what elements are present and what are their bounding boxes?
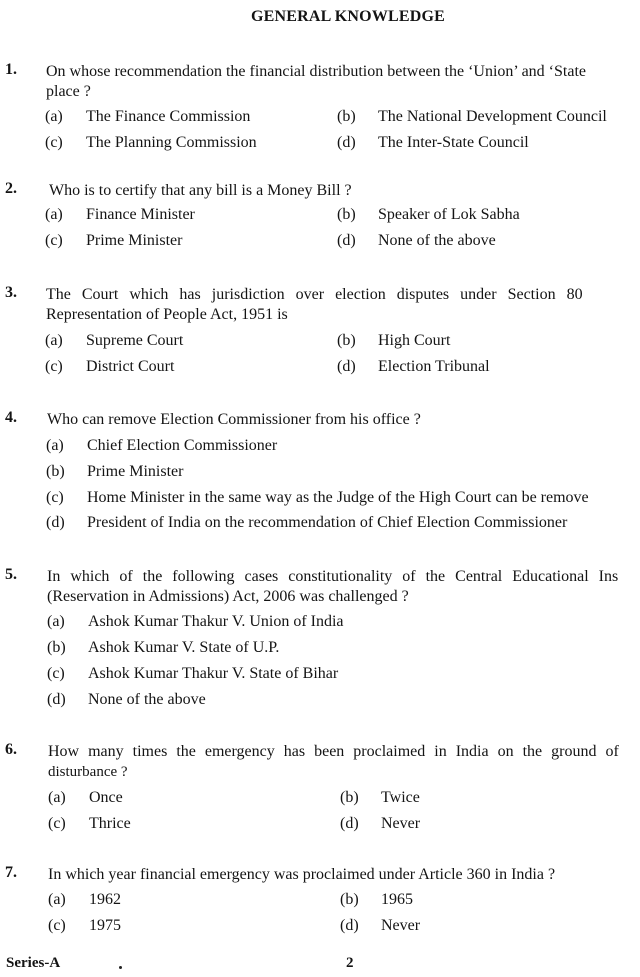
- option-text: 1975: [89, 917, 121, 934]
- option-a[interactable]: [48, 889, 328, 911]
- option-d[interactable]: [46, 512, 640, 534]
- option-text: Never: [381, 917, 421, 934]
- option-letter: (c): [48, 815, 66, 832]
- option-b[interactable]: [337, 204, 640, 226]
- option-text: President of India on the recommendation of Chief Election Commissioner: [87, 514, 568, 531]
- option-c[interactable]: [48, 915, 328, 937]
- question-number: 4.: [5, 409, 17, 426]
- question-text-line: In which of the following cases constitutionality of the Central Educational Ins: [47, 568, 619, 585]
- option-a[interactable]: [45, 204, 325, 226]
- option-letter: (c): [45, 358, 63, 375]
- question-text-line: In which year financial emergency was proclaimed under Article 360 in India ?: [48, 866, 556, 883]
- question-text-line: Who can remove Election Commissioner from his office ?: [47, 411, 421, 428]
- option-a[interactable]: [45, 106, 325, 128]
- question-text-line: disturbance ?: [48, 764, 128, 780]
- footer-page-number: 2: [346, 955, 354, 971]
- option-text: High Court: [378, 332, 451, 349]
- option-text: Prime Minister: [86, 232, 183, 249]
- option-text: Prime Minister: [87, 463, 184, 480]
- option-text: Home Minister in the same way as the Judge of the High Court can be remove: [87, 489, 589, 506]
- question-text-line: Representation of People Act, 1951 is: [46, 306, 288, 323]
- option-c[interactable]: [45, 230, 325, 252]
- option-d[interactable]: [340, 813, 640, 835]
- option-letter: (b): [46, 463, 65, 480]
- option-text: Supreme Court: [86, 332, 184, 349]
- option-b[interactable]: [46, 461, 640, 483]
- option-letter: (d): [337, 134, 356, 151]
- footer-series-label: Series-A: [6, 955, 61, 971]
- option-d[interactable]: [47, 689, 640, 711]
- question-text-line: On whose recommendation the financial distribution between the ‘Union’ and ‘State: [46, 63, 586, 80]
- option-letter: (d): [337, 232, 356, 249]
- option-text: Ashok Kumar V. State of U.P.: [88, 639, 280, 656]
- option-text: Speaker of Lok Sabha: [378, 206, 520, 223]
- option-c[interactable]: [45, 132, 325, 154]
- option-text: None of the above: [88, 691, 206, 708]
- question-number: 5.: [5, 566, 17, 583]
- option-letter: (b): [337, 108, 356, 125]
- option-text: Ashok Kumar Thakur V. Union of India: [88, 613, 344, 630]
- option-text: 1962: [89, 891, 121, 908]
- option-letter: (a): [45, 108, 63, 125]
- option-letter: (b): [340, 789, 359, 806]
- question-text-line: The Court which has jurisdiction over election disputes under Section 80: [46, 286, 583, 303]
- option-b[interactable]: [340, 787, 640, 809]
- option-text: Finance Minister: [86, 206, 195, 223]
- option-letter: (a): [45, 206, 63, 223]
- option-letter: (a): [48, 891, 66, 908]
- option-text: 1965: [381, 891, 413, 908]
- option-letter: (c): [48, 917, 66, 934]
- option-letter: (c): [45, 134, 63, 151]
- option-letter: (c): [46, 489, 64, 506]
- option-letter: (a): [47, 613, 65, 630]
- option-b[interactable]: [337, 106, 640, 128]
- option-letter: (d): [340, 917, 359, 934]
- option-text: Ashok Kumar Thakur V. State of Bihar: [88, 665, 339, 682]
- option-text: Never: [381, 815, 421, 832]
- option-text: None of the above: [378, 232, 496, 249]
- option-b[interactable]: [47, 637, 640, 659]
- option-letter: (b): [47, 639, 66, 656]
- option-letter: (a): [48, 789, 66, 806]
- option-text: The National Development Council: [378, 108, 607, 125]
- option-a[interactable]: [45, 330, 325, 352]
- option-c[interactable]: [48, 813, 328, 835]
- question-text-line: place ?: [46, 83, 91, 100]
- option-d[interactable]: [340, 915, 640, 937]
- question-number: 1.: [5, 61, 17, 78]
- footer-dot: [119, 966, 122, 969]
- option-letter: (b): [340, 891, 359, 908]
- option-letter: (d): [340, 815, 359, 832]
- option-letter: (d): [337, 358, 356, 375]
- option-c[interactable]: [47, 663, 640, 685]
- option-text: Election Tribunal: [378, 358, 490, 375]
- option-a[interactable]: [47, 611, 640, 633]
- option-b[interactable]: [337, 330, 640, 352]
- option-text: The Finance Commission: [86, 108, 251, 125]
- option-text: Once: [89, 789, 123, 806]
- question-number: 6.: [5, 741, 17, 758]
- option-d[interactable]: [337, 356, 640, 378]
- option-letter: (c): [47, 665, 65, 682]
- option-text: Thrice: [89, 815, 131, 832]
- option-letter: (a): [45, 332, 63, 349]
- option-a[interactable]: [46, 435, 640, 457]
- option-text: Chief Election Commissioner: [87, 437, 278, 454]
- option-b[interactable]: [340, 889, 640, 911]
- question-text-line: Who is to certify that any bill is a Money Bill ?: [49, 182, 352, 199]
- option-letter: (b): [337, 332, 356, 349]
- option-d[interactable]: [337, 132, 640, 154]
- option-letter: (b): [337, 206, 356, 223]
- question-number: 3.: [5, 284, 17, 301]
- question-text-line: (Reservation in Admissions) Act, 2006 was challenged ?: [47, 588, 409, 605]
- option-text: The Inter-State Council: [378, 134, 529, 151]
- question-number: 7.: [5, 864, 17, 881]
- option-c[interactable]: [45, 356, 325, 378]
- option-text: District Court: [86, 358, 175, 375]
- question-number: 2.: [5, 180, 17, 197]
- option-letter: (d): [46, 514, 65, 531]
- option-a[interactable]: [48, 787, 328, 809]
- option-text: The Planning Commission: [86, 134, 257, 151]
- option-c[interactable]: [46, 487, 640, 509]
- option-text: Twice: [381, 789, 420, 806]
- option-letter: (d): [47, 691, 66, 708]
- option-d[interactable]: [337, 230, 640, 252]
- question-text-line: How many times the emergency has been proclaimed in India on the ground of: [48, 743, 619, 760]
- option-letter: (a): [46, 437, 64, 454]
- option-letter: (c): [45, 232, 63, 249]
- page-title: GENERAL KNOWLEDGE: [250, 8, 446, 25]
